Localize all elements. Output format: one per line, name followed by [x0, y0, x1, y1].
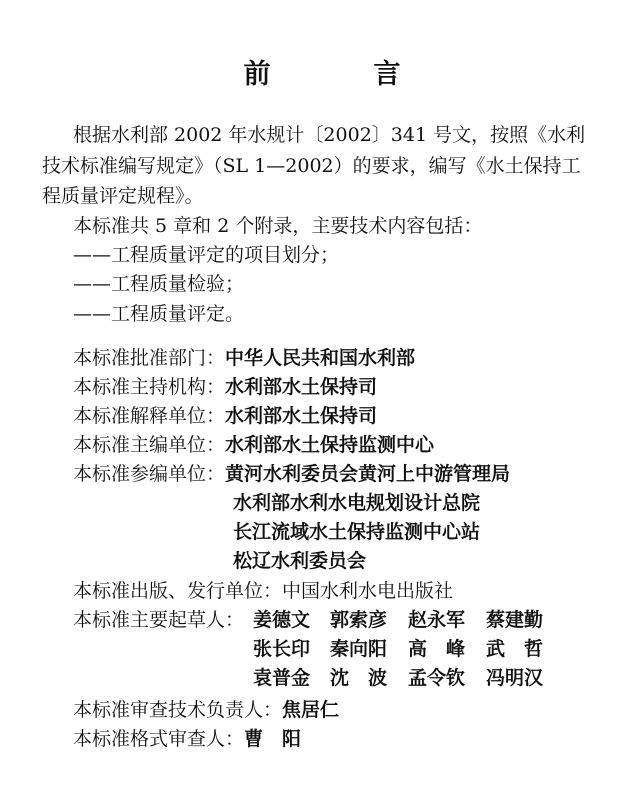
publisher-label: 本标准出版、发行单位： — [73, 580, 283, 602]
host-label: 本标准主持机构： — [73, 376, 226, 398]
co-editor-value-2: 水利部水利水电规划设计总院 — [233, 492, 481, 514]
host-value: 水利部水土保持司 — [225, 376, 378, 398]
approve-label: 本标准批准部门： — [73, 347, 226, 369]
drafter-name: 沈 波 — [330, 667, 388, 689]
approve-value: 中华人民共和国水利部 — [225, 347, 416, 369]
drafter-name: 袁普金 — [253, 667, 311, 689]
editor-row — [73, 432, 434, 458]
content-item-3: ——工程质量评定。 — [73, 303, 245, 325]
interpret-label: 本标准解释单位： — [73, 405, 226, 427]
content-item-2: ——工程质量检验； — [73, 273, 245, 295]
co-editor-value-3: 长江流域水土保持监测中心站 — [233, 521, 481, 543]
publisher-row — [73, 578, 453, 604]
co-editor-value-1: 黄河水利委员会黄河上中游管理局 — [225, 463, 511, 485]
intro-line-2: 技术标准编写规定》（SL 1—2002）的要求，编写《水土保持工 — [42, 155, 581, 177]
drafter-name: 蔡建勤 — [486, 609, 544, 631]
content-item-1: ——工程质量评定的项目划分； — [73, 244, 340, 266]
tech-reviewer-row — [73, 697, 339, 723]
approve-row — [73, 345, 415, 371]
drafter-name: 秦向阳 — [330, 638, 388, 660]
format-reviewer-value: 曹 阳 — [244, 728, 302, 750]
drafter-name: 高 峰 — [408, 638, 466, 660]
co-editor-label: 本标准参编单位： — [73, 463, 226, 485]
drafter-name: 武 哲 — [486, 638, 544, 660]
format-reviewer-row — [73, 726, 301, 752]
interpret-row — [73, 403, 377, 429]
drafter-name: 赵永军 — [408, 609, 466, 631]
drafter-name: 孟令钦 — [408, 667, 466, 689]
page-title: 前 言 — [243, 59, 439, 90]
co-editor-value-4: 松辽水利委员会 — [233, 550, 367, 572]
tech-reviewer-value: 焦居仁 — [282, 699, 340, 721]
intro-line-1: 根据水利部 2002 年水规计〔2002〕341 号文，按照《水利 — [73, 124, 586, 146]
tech-reviewer-label: 本标准审查技术负责人： — [73, 699, 283, 721]
drafters-label: 本标准主要起草人： — [73, 609, 245, 631]
editor-label: 本标准主编单位： — [73, 434, 226, 456]
format-reviewer-label: 本标准格式审查人： — [73, 728, 245, 750]
intro-line-3: 程质量评定规程》。 — [42, 185, 204, 207]
drafter-name: 张长印 — [253, 638, 311, 660]
co-editor-row — [73, 461, 510, 487]
drafter-name: 冯明汉 — [486, 667, 544, 689]
publisher-value: 中国水利水电出版社 — [282, 580, 454, 602]
host-row — [73, 374, 377, 400]
editor-value: 水利部水土保持监测中心 — [225, 434, 435, 456]
interpret-value: 水利部水土保持司 — [225, 405, 378, 427]
intro-line-4: 本标准共 5 章和 2 个附录，主要技术内容包括： — [73, 215, 483, 237]
drafter-name: 姜德文 — [253, 609, 311, 631]
drafter-name: 郭索彦 — [330, 609, 388, 631]
